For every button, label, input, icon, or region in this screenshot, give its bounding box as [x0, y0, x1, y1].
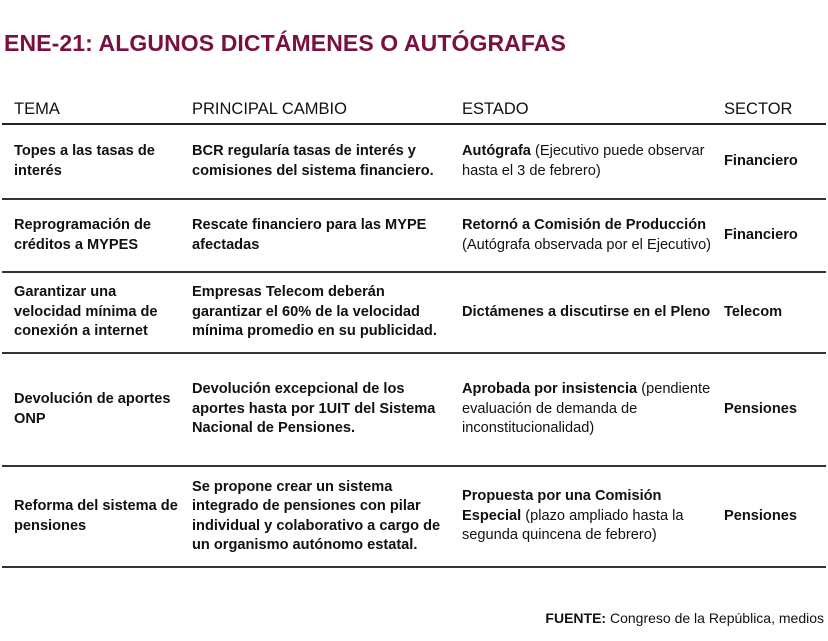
estado-bold: Dictámenes a discutirse en el Pleno	[462, 303, 711, 320]
cell-sector: Financiero	[724, 226, 798, 243]
cell-estado	[450, 216, 713, 255]
source-label: FUENTE:	[545, 610, 607, 626]
header-principal-cambio: PRINCIPAL CAMBIO	[192, 100, 347, 119]
dictamenes-table	[2, 97, 826, 568]
estado-detail: (pendiente evaluación de demanda de inconstitucionalidad)	[462, 381, 711, 437]
table-row	[2, 467, 826, 568]
header-sector: SECTOR	[724, 100, 793, 119]
cell-tema: Topes a las tasas de interés	[14, 143, 155, 179]
estado-detail: (Autógrafa observada por el Ejecutivo)	[462, 236, 712, 253]
table-row	[2, 125, 826, 200]
estado-bold: Retornó a Comisión de Producción	[462, 217, 707, 233]
cell-tema: Devolución de aportes ONP	[14, 391, 171, 427]
header-tema: TEMA	[14, 100, 60, 119]
estado-detail: (plazo ampliado hasta la segunda quincena de febrero)	[462, 507, 684, 544]
cell-cambio: Se propone crear un sistema integrado de pensiones con pilar individual y colaborativo a cargo de un organismo autónomo estatal.	[192, 478, 441, 553]
table-row	[2, 200, 826, 273]
cell-tema: Reforma del sistema de pensiones	[14, 498, 178, 534]
cell-estado	[450, 303, 713, 323]
header-estado: ESTADO	[462, 100, 529, 119]
cell-tema: Garantizar una velocidad mínima de conexión a internet	[14, 284, 158, 340]
cell-cambio: Rescate financiero para las MYPE afectadas	[192, 217, 427, 253]
cell-cambio: BCR regularía tasas de interés y comisiones del sistema financiero.	[192, 143, 434, 179]
cell-sector: Pensiones	[724, 507, 797, 524]
cell-sector: Pensiones	[724, 400, 797, 417]
estado-bold: Aprobada por insistencia	[462, 381, 638, 398]
cell-sector: Telecom	[724, 303, 783, 320]
table-row	[2, 354, 826, 467]
cell-estado	[450, 380, 713, 439]
cell-estado	[450, 487, 713, 546]
estado-bold: Propuesta por una Comisión Especial	[462, 488, 662, 524]
estado-detail: (Ejecutivo puede observar hasta el 3 de febrero)	[462, 143, 705, 179]
cell-cambio: Devolución excepcional de los aportes hasta por 1UIT del Sistema Nacional de Pensiones.	[192, 381, 436, 437]
source-text: Congreso de la República, medios	[606, 610, 824, 626]
table-header	[2, 97, 826, 125]
cell-cambio: Empresas Telecom deberán garantizar el 60% de la velocidad mínima promedio en su publicidad.	[192, 284, 437, 340]
cell-tema: Reprogramación de créditos a MYPES	[14, 217, 152, 253]
cell-sector: Financiero	[724, 152, 798, 169]
estado-bold: Autógrafa	[462, 143, 531, 159]
table-row	[2, 273, 826, 354]
page-title: ENE-21: ALGUNOS DICTÁMENES O AUTÓGRAFAS	[4, 30, 566, 56]
source-note	[545, 610, 824, 626]
cell-estado	[450, 142, 713, 181]
